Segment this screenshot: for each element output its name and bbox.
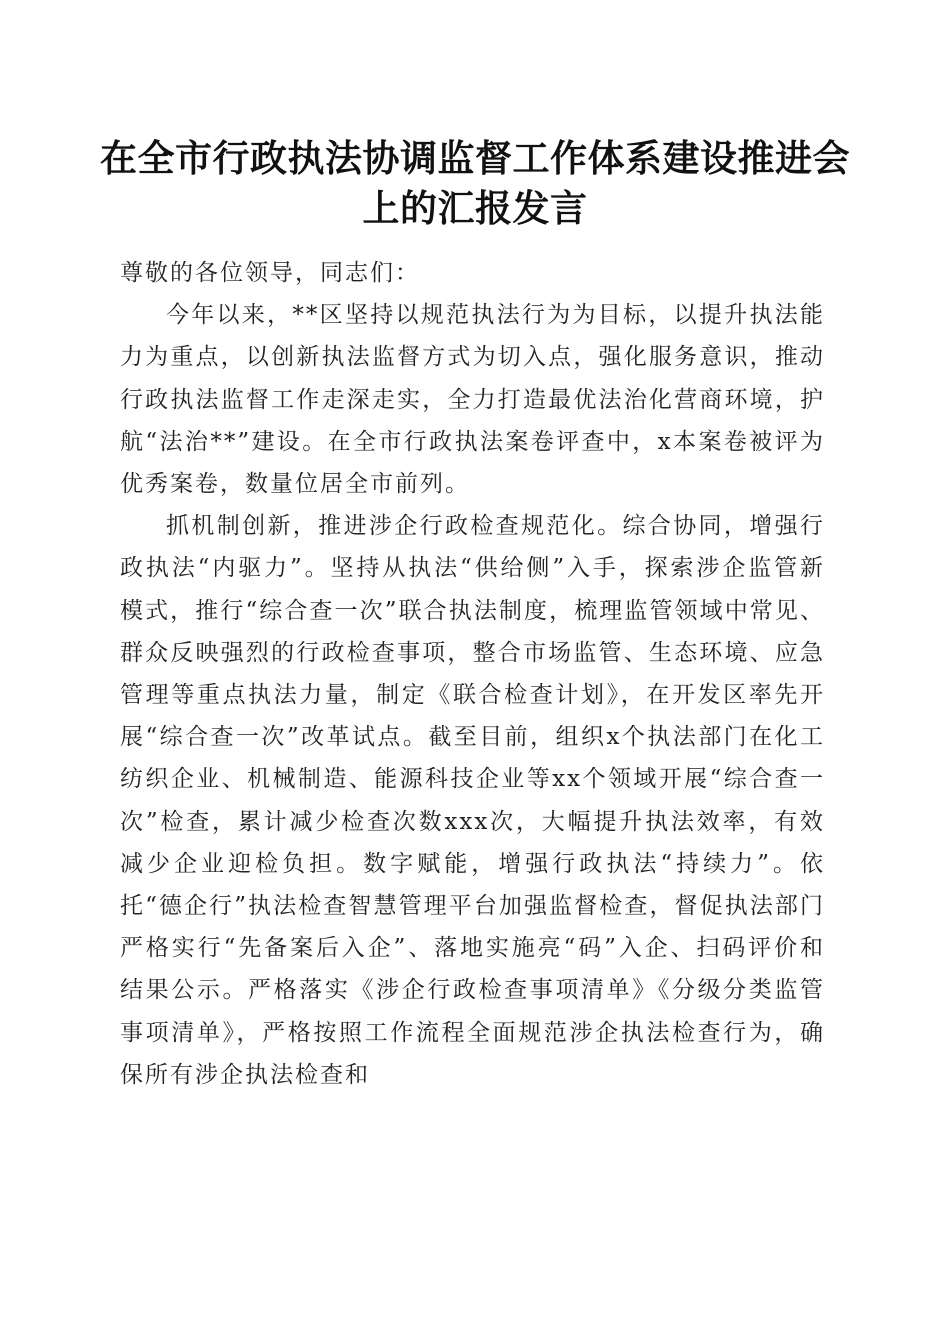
paragraph-intro: 今年以来，**区坚持以规范执法行为为目标，以提升执法能力为重点，以创新执法监督方式为切入点，强化服务意识，推动行政执法监督工作走深走实，全力打造最优法治化营商环境，护航“法治**”建设。在全市行政执法案卷评查中，x本案卷被评为优秀案卷，数量位居全市前列。 xyxy=(120,302,825,498)
paragraph-mechanism-innovation: 抓机制创新，推进涉企行政检查规范化。综合协同，增强行政执法“内驱力”。坚持从执法“供给侧”入手，探索涉企监管新模式，推行“综合查一次”联合执法制度，梳理监管领域中常见、群众反映强烈的行政检查事项，整合市场监管、生态环境、应急管理等重点执法力量，制定《联合检查计划》，在开发区率先开展“综合查一次”改革试点。截至目前，组织x个执法部门在化工纺织企业、机械制造、能源科技企业等xx个领域开展“综合查一次”检查，累计减少检查次数xxx次，大幅提升执法效率，有效减少企业迎检负担。数字赋能，增强行政执法“持续力”。依托“德企行”执法检查智慧管理平台加强监督检查，督促执法部门严格实行“先备案后入企”、落地实施亮“码”入企、扫码评价和结果公示。严格落实《涉企行政检查事项清单》《分级分类监管事项清单》，严格按照工作流程全面规范涉企执法检查行为，确保所有涉企执法检查和 xyxy=(120,513,825,1088)
document-body xyxy=(120,252,825,1096)
document-title: 在全市行政执法协调监督工作体系建设推进会上的汇报发言 xyxy=(100,136,850,230)
salutation: 尊敬的各位领导，同志们： xyxy=(120,260,420,286)
